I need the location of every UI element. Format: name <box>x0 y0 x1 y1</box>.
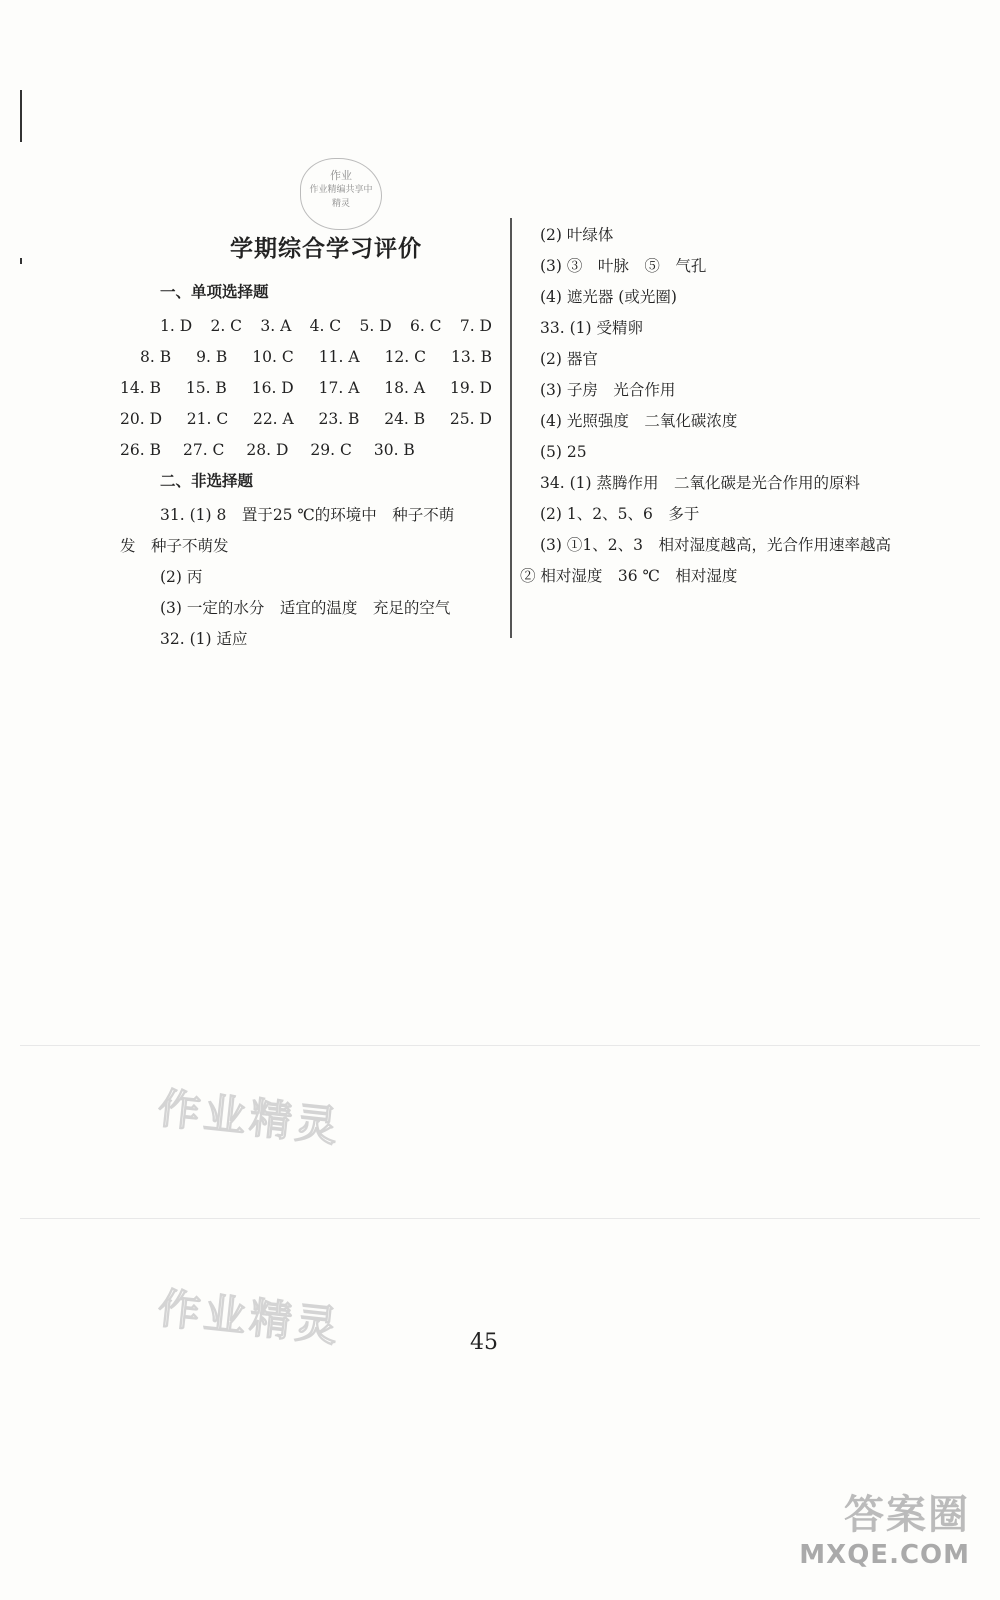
answer-item: 15. B <box>185 379 227 397</box>
answer-item: 9. B <box>196 348 228 366</box>
binding-mark <box>20 90 22 118</box>
answer-item: 28. D <box>246 441 289 459</box>
answer-line: 31. (1) 8 置于25 ℃的环境中 种子不萌 <box>160 506 455 524</box>
watermark: 作业精灵 <box>155 1083 344 1152</box>
binding-mark <box>20 258 22 264</box>
answer-row <box>120 404 492 435</box>
answer-line: (3) 一定的水分 适宜的温度 充足的空气 <box>160 599 451 617</box>
answer-row <box>120 311 492 342</box>
answer-line: 发 种子不萌发 <box>120 537 229 555</box>
answer-item: 7. D <box>459 317 492 335</box>
logo-url: MXQE.COM <box>799 1540 970 1570</box>
stamp-text: 精灵 <box>331 199 350 209</box>
answer-item: 23. B <box>318 410 360 428</box>
answer-item: 12. C <box>384 348 426 366</box>
answer-row <box>120 435 492 466</box>
column-divider <box>510 218 512 638</box>
answer-line: (2) 丙 <box>160 568 203 586</box>
answer-item: 13. B <box>451 348 492 366</box>
answer-item: 14. B <box>120 379 161 397</box>
binding-mark <box>20 118 22 142</box>
answer-item: 20. D <box>120 410 163 428</box>
answer-item: 3. A <box>260 317 292 335</box>
answer-item: 18. A <box>384 379 426 397</box>
answer-line: (3) ③ 叶脉 ⑤ 气孔 <box>540 257 707 275</box>
answer-line: 32. (1) 适应 <box>160 630 248 648</box>
page-title: 学期综合学习评价 <box>230 236 422 262</box>
answer-line: (3) ①1、2、3 相对湿度越高，光合作用速率越高 ② 相对湿度 36 ℃ 相对湿度 <box>520 536 907 585</box>
stamp-text: 作业 <box>330 169 352 182</box>
logo-text: 答案圈 <box>844 1492 970 1538</box>
answer-row <box>120 342 492 373</box>
section-heading: 二、非选择题 <box>160 472 254 490</box>
answer-item: 17. A <box>318 379 360 397</box>
answer-row <box>120 373 492 404</box>
answer-item: 8. B <box>140 348 172 366</box>
stamp-text: 作业精编共享中 <box>309 185 373 195</box>
answer-line: (2) 1、2、5、6 多于 <box>540 505 700 523</box>
answer-item: 1. D <box>160 317 193 335</box>
faint-rule <box>20 1218 980 1219</box>
answer-item: 10. C <box>252 348 294 366</box>
watermark: 作业精灵 <box>155 1283 344 1352</box>
answer-item: 27. C <box>182 441 225 459</box>
answer-item: 24. B <box>384 410 426 428</box>
answer-line: (2) 叶绿体 <box>540 226 614 244</box>
answer-line: (4) 光照强度 二氧化碳浓度 <box>540 412 738 430</box>
faint-rule <box>20 1045 980 1046</box>
page-number: 45 <box>470 1330 498 1355</box>
answer-item: 25. D <box>449 410 492 428</box>
answer-item: 16. D <box>251 379 294 397</box>
answer-item: 26. B <box>120 441 161 459</box>
answer-item: 30. B <box>373 441 415 459</box>
answer-item: 11. A <box>318 348 360 366</box>
left-column <box>120 220 492 655</box>
answer-line: 33. (1) 受精卵 <box>540 319 643 337</box>
answer-line: (2) 器官 <box>540 350 598 368</box>
answer-line: (4) 遮光器 (或光圈) <box>540 288 677 306</box>
answer-line: (3) 子房 光合作用 <box>540 381 676 399</box>
answer-item: 29. C <box>310 441 352 459</box>
right-column <box>520 220 920 592</box>
answer-item: 21. C <box>186 410 229 428</box>
section-heading: 一、单项选择题 <box>160 283 269 301</box>
answer-line: 34. (1) 蒸腾作用 二氧化碳是光合作用的原料 <box>540 474 860 492</box>
answer-item: 22. A <box>252 410 294 428</box>
answer-item: 2. C <box>210 317 243 335</box>
answer-line: (5) 25 <box>540 443 587 461</box>
site-logo <box>799 1483 970 1570</box>
answer-item: 5. D <box>359 317 392 335</box>
answer-item: 6. C <box>409 317 442 335</box>
answer-item: 19. D <box>449 379 492 397</box>
answer-item: 4. C <box>309 317 342 335</box>
